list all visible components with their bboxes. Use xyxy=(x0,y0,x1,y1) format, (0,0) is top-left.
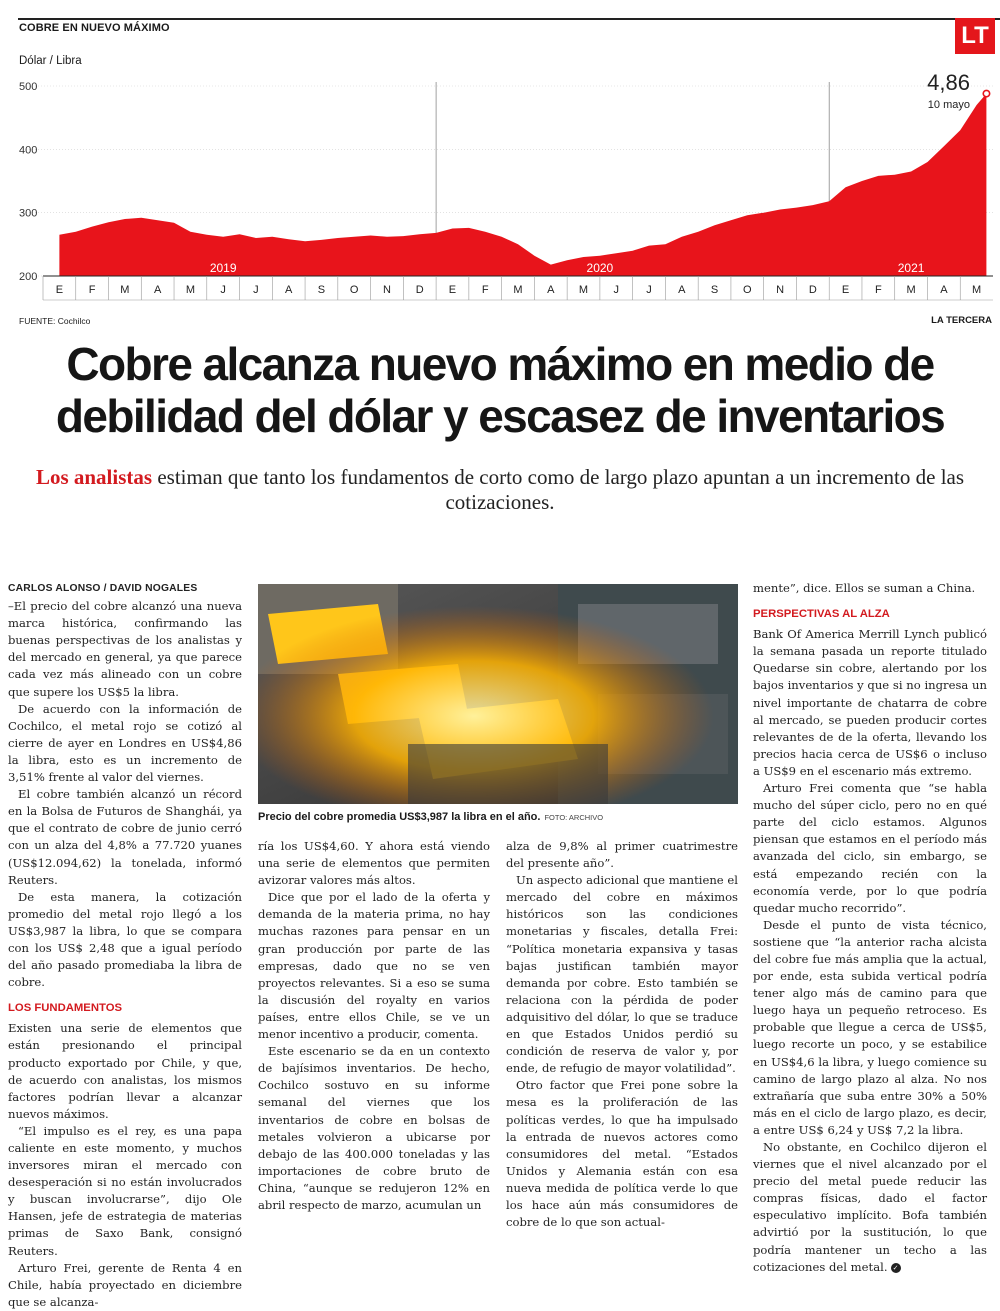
column-3 xyxy=(506,838,738,1231)
latest-point xyxy=(983,90,989,96)
year-label: 2019 xyxy=(209,261,237,275)
paragraph: Dice que por el lado de la oferta y demanda de la materia prima, no hay muchas razones para pensar en un gran producción por parte de las empresas, dado que no se ven proyectos relevantes. Si a eso se suma la discusión del royalty en varios países, entre ellos Chile, se ve un menor incentivo a producir, comenta. xyxy=(258,890,490,1042)
chart-source: FUENTE: Cochilco xyxy=(19,316,91,326)
chart-brand: LA TERCERA xyxy=(931,315,992,326)
paragraph: Existen una serie de elementos que están presionando el principal producto exportado por Chile, y que, de acuerdo con analistas, los mismos factores podrían llevar a alcanzar nuevos máximos. xyxy=(8,1021,242,1121)
month-axis xyxy=(43,276,993,300)
paragraph: Un aspecto adicional que mantiene el mercado del cobre en máximos históricos son las condiciones monetarias y fiscales, detalla Frei: “Política monetaria expansiva y tasas bajas justifican también mayor demanda por cobre. Esto también se relaciona con la pérdida de poder adquisitivo del dólar, lo que se traduce en que Estados Unidos perdió su condición de reserva de valor y, por ende, de refugio de mayor volatilidad”. xyxy=(506,873,738,1076)
byline: CARLOS ALONSO / DAVID NOGALES xyxy=(8,583,198,594)
paragraph: mente”, dice. Ellos se suman a China. xyxy=(753,581,976,595)
column-1 xyxy=(8,580,242,1311)
end-mark-icon: ✓ xyxy=(891,1263,901,1273)
deck-lead: Los analistas xyxy=(35,465,153,489)
y-tick-label: 500 xyxy=(19,81,38,93)
copper-price-chart xyxy=(0,70,1000,330)
month-label: J xyxy=(646,284,652,296)
latest-value: 4,86 xyxy=(927,70,970,95)
smelter-photo xyxy=(258,584,738,804)
month-label: S xyxy=(317,284,326,296)
month-label: A xyxy=(547,284,555,296)
month-label: E xyxy=(55,284,64,296)
chart-unit-label: Dólar / Libra xyxy=(19,55,82,67)
photo-credit: FOTO: ARCHIVO xyxy=(544,813,604,822)
latest-date: 10 mayo xyxy=(927,99,970,111)
deck-text: estiman que tanto los fundamentos de corto como de largo plazo apuntan a un incremento de las cotizaciones. xyxy=(152,465,965,514)
month-label: J xyxy=(220,284,226,296)
y-tick-label: 400 xyxy=(19,144,38,157)
paragraph: Arturo Frei, gerente de Renta 4 en Chile, había proyectado en diciembre que se alcanza- xyxy=(8,1260,242,1309)
month-label: D xyxy=(808,284,817,296)
month-label: E xyxy=(841,284,850,296)
month-label: S xyxy=(710,284,719,296)
month-label: M xyxy=(120,284,130,296)
photo-caption xyxy=(258,811,738,823)
paragraph: Otro factor que Frei pone sobre la mesa es la proliferación de las políticas verdes, lo que ha impulsado la entrada de nuevos actores como consumidores del metal. “Estados Unidos y Alemania están con esa nueva medida de política verde lo que los hace aún más consumidores de cobre de lo que son actual- xyxy=(506,1078,738,1230)
month-label: F xyxy=(88,284,96,296)
month-label: J xyxy=(613,284,620,296)
paragraph xyxy=(753,1139,987,1276)
month-label: O xyxy=(743,284,752,296)
month-label: D xyxy=(415,284,424,296)
headline: Cobre alcanza nuevo máximo en medio de debilidad del dólar y escasez de inventarios xyxy=(55,338,945,442)
paragraph: Arturo Frei comenta que “se habla mucho del súper ciclo, pero no en qué parte del ciclo estamos. Algunos piensan que estamos en el período más avanzada del ciclo, sin embargo, se está empezando recién con la economía verde, por lo que podría quedar mucho recorrido”. xyxy=(753,781,987,915)
month-label: E xyxy=(448,284,457,296)
month-label: O xyxy=(349,284,359,296)
price-area xyxy=(59,94,986,276)
caption-text: Precio del cobre promedia US$3,987 la libra en el año. xyxy=(258,811,541,823)
month-label: N xyxy=(382,284,391,296)
paragraph: “El impulso es el rey, es una papa caliente en este momento, y muchos inversores miran el mercado con desesperación si no están involucrados y buscan involucrarse”, dijo Ole Hansen, jefe de estrategia de materias primas de Saxo Bank, consignó Reuters. xyxy=(8,1123,242,1258)
chart-kicker: COBRE EN NUEVO MÁXIMO xyxy=(19,22,170,34)
paragraph: alza de 9,8% al primer cuatrimestre del presente año”. xyxy=(506,839,738,871)
month-label: A xyxy=(940,284,948,296)
section-heading: PERSPECTIVAS AL ALZA xyxy=(753,608,890,621)
month-label: M xyxy=(578,284,589,296)
month-label: M xyxy=(972,284,982,296)
year-label: 2021 xyxy=(897,261,925,275)
paragraph: El cobre también alcanzó un récord en la Bolsa de Futuros de Shanghái, ya que el contrato de cobre de junio cerró con un alza del 4,8% a 77.720 yuanes (US$12.094,62) la tonelada, informó Reuters. xyxy=(8,787,242,887)
month-label: N xyxy=(776,284,785,296)
section-heading: LOS FUNDAMENTOS xyxy=(8,1002,123,1015)
paragraph: Desde el punto de vista técnico, sostiene que “la anterior racha alcista del cobre fue más amplia que la actual, por ende, esta subida vertical podría tener algo más de camino para que luego haya un pequeño retroceso. Es probable que llegue a cerca de US$5, luego recorte un poco, y se estabilice en US$4,6 la libra, y luego comience su camino de largo plazo al alza. No nos extrañaría que suba entre 30% a 50% más en el ciclo de largo plazo, es decir, a entre US$ 6,24 y US$ 7,2 la libra. xyxy=(753,917,987,1137)
month-label: A xyxy=(678,284,686,296)
paragraph: De esta manera, la cotización promedio del metal rojo llegó a los US$3,987 la libra, lo que se compara con los US$ 2,48 que a igual período del año pasado promediaba la libra de cobre. xyxy=(8,889,242,990)
paragraph: Este escenario se da en un contexto de bajísimos inventarios. De hecho, Cochilco sostuvo en su informe semanal del viernes que los inventarios de cobre en bolsas de metales volvieron a ubicarse por debajo de las 400.000 toneladas y las importaciones de cobre bruto de China, “aunque se redujeron 12% en abril respecto de marzo, acumulan un xyxy=(258,1044,490,1212)
deck xyxy=(0,465,1000,515)
la-tercera-logo: LT xyxy=(955,18,995,54)
year-label: 2020 xyxy=(586,261,614,275)
paragraph-text: No obstante, en Cochilco dijeron el viernes que el nivel alcanzado por el precio del metal puede reducir las compras físicas, dado el factor especulativo implícito. Bofa también advirtió por la sustitución, lo que podría mantener un techo a las cotizaciones del metal. xyxy=(753,1140,987,1274)
y-tick-label: 200 xyxy=(19,271,38,283)
paragraph: De acuerdo con la información de Cochilco, el metal rojo se cotizó al cierre de ayer en Londres en US$4,86 la libra, esto es un incremento de 3,51% frente al valor del viernes. xyxy=(8,701,242,785)
month-label: M xyxy=(513,284,523,296)
paragraph: Bank Of America Merrill Lynch publicó la semana pasada un reporte titulado Quedarse sin cobre, alertando por los bajos inventarios y que si no ingresa un nivel importante de chatarra de cobre al mercado, se pueden producir cortes relevantes de de la oferta, llevando los precios hacia cerca de US$6 o incluso a US$9 en el escenario más extremo. xyxy=(753,627,987,778)
paragraph: –El precio del cobre alcanzó una nueva marca histórica, confirmando las buenas perspectivas de los analistas y del mercado en general, ya que parece cada vez más alineado con un cobre que supere los US$5 la libra. xyxy=(8,599,242,699)
top-rule xyxy=(18,18,1000,20)
month-label: F xyxy=(874,284,882,296)
month-label: M xyxy=(906,284,916,296)
month-label: F xyxy=(481,284,489,296)
column-4 xyxy=(753,580,987,1276)
month-label: M xyxy=(185,284,195,296)
month-label: A xyxy=(153,284,162,296)
paragraph: ría los US$4,60. Y ahora está viendo una serie de elementos que permiten avizorar valores más altos. xyxy=(258,839,490,888)
column-2 xyxy=(258,838,490,1214)
month-label: A xyxy=(285,284,293,296)
y-tick-label: 300 xyxy=(19,207,38,220)
month-label: J xyxy=(253,284,259,296)
